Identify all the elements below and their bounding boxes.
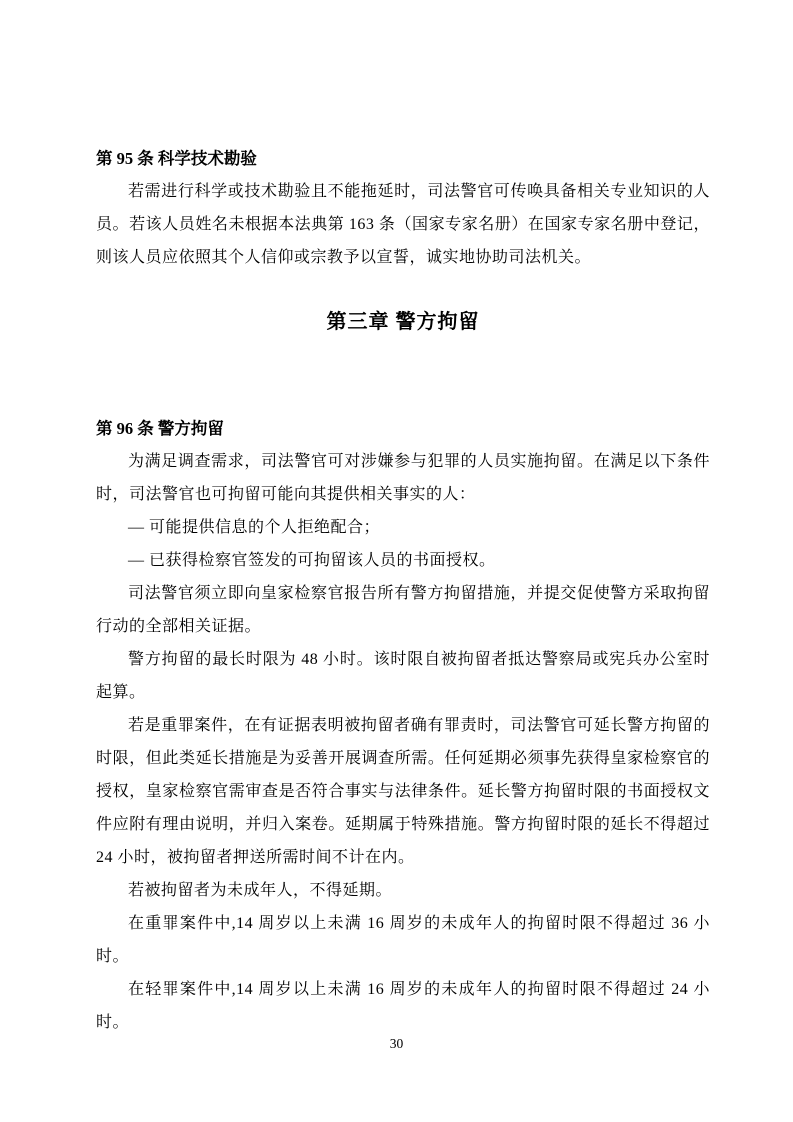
article-96-bullet-refusal: — 可能提供信息的个人拒绝配合； bbox=[128, 519, 381, 536]
page-content bbox=[96, 142, 710, 1039]
chapter-3-heading: 第三章 警方拘留 bbox=[326, 311, 480, 333]
article-96-paragraph-misdemeanor-minors: 在轻罪案件中,14 周岁以上未满 16 周岁的未成年人的拘留时限不得超过 24 小时。 bbox=[96, 981, 710, 1031]
article-95-heading: 第 95 条 科学技术勘验 bbox=[96, 149, 257, 168]
article-96-paragraph-report: 司法警官须立即向皇家检察官报告所有警方拘留措施，并提交促使警方采取拘留行动的全部相关证据。 bbox=[96, 585, 710, 635]
article-96-paragraph-duration: 警方拘留的最长时限为 48 小时。该时限自被拘留者抵达警察局或宪兵办公室时起算。 bbox=[96, 651, 710, 701]
page-number: 30 bbox=[389, 1036, 404, 1051]
article-96-paragraph-minors: 若被拘留者为未成年人，不得延期。 bbox=[128, 882, 393, 899]
article-96-paragraph-felony-minors: 在重罪案件中,14 周岁以上未满 16 周岁的未成年人的拘留时限不得超过 36 小时。 bbox=[96, 915, 710, 965]
article-95-paragraph: 若需进行科学或技术勘验且不能拖延时，司法警官可传唤具备相关专业知识的人员。若该人员姓名未根据本法典第 163 条（国家专家名册）在国家专家名册中登记，则该人员应依照其个人信仰或宗教予以宣誓，诚实地协助司法机关。 bbox=[96, 183, 710, 266]
article-96-intro-paragraph: 为满足调查需求，司法警官可对涉嫌参与犯罪的人员实施拘留。在满足以下条件时，司法警官也可拘留可能向其提供相关事实的人： bbox=[96, 453, 710, 503]
article-96-heading: 第 96 条 警方拘留 bbox=[96, 419, 224, 438]
article-96-bullet-authorization: — 已获得检察官签发的可拘留该人员的书面授权。 bbox=[128, 552, 496, 569]
article-96-paragraph-extension: 若是重罪案件，在有证据表明被拘留者确有罪责时，司法警官可延长警方拘留的时限，但此类延长措施是为妥善开展调查所需。任何延期必须事先获得皇家检察官的授权，皇家检察官需审查是否符合事实与法律条件。延长警方拘留时限的书面授权文件应附有理由说明，并归入案卷。延期属于特殊措施。警方拘留时限的延长不得超过 24 小时，被拘留者押送所需时间不计在内。 bbox=[96, 717, 710, 866]
